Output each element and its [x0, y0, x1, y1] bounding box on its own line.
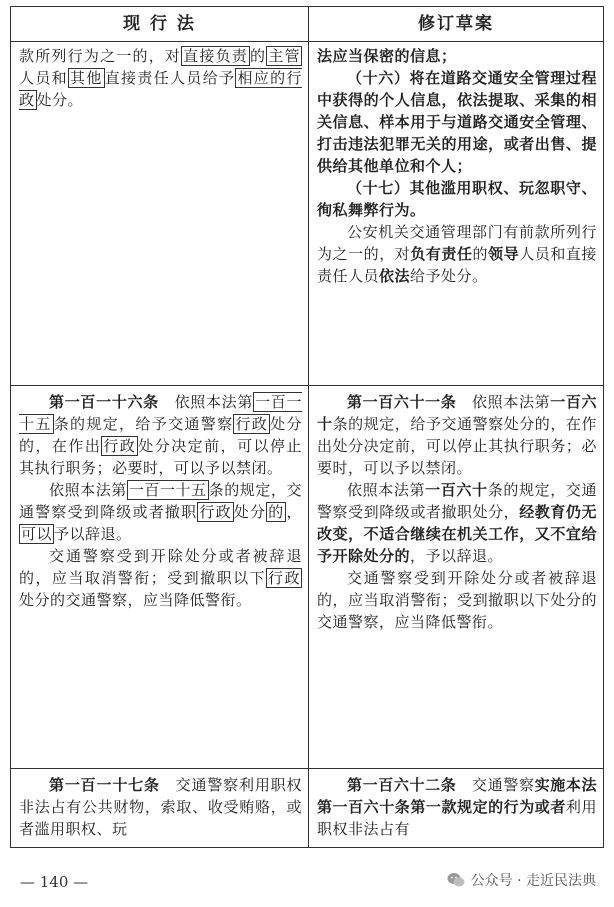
- comparison-table: [10, 6, 604, 848]
- modified-text: 相应的行政: [19, 69, 302, 109]
- paragraph: 依照本法第一百六十条的规定，交通警察受到降级或者撤职处分，经教育仍无改变，不适合继续在机关工作，又不宜给予开除处分的，予以辞退。: [317, 481, 597, 565]
- article-162: 第一百六十二条 交通警察实施本法第一百六十条第一款规定的行为或者利用职权非法占有: [317, 776, 597, 838]
- row1-revised-draft: [309, 43, 603, 385]
- article-title: 第一百六十一条: [347, 393, 457, 411]
- row2-revised-draft: [309, 389, 603, 767]
- paragraph: 交通警察受到开除处分或者被辞退的，应当取消警衔；受到撤职以下 行政处分的交通警察，应当降低警衔。: [19, 547, 302, 609]
- modified-text: 直接负责: [183, 47, 249, 65]
- watermark: [447, 870, 596, 890]
- paragraph: 法应当保密的信息；: [317, 47, 457, 65]
- paragraph: （十七）其他滥用职权、玩忽职守、徇私舞弊行为。: [317, 179, 597, 219]
- row3-current-law: [11, 772, 308, 847]
- page-number: — 140 —: [20, 873, 89, 891]
- article-161: 第一百六十一条 依照本法第一百六十条的规定，给予交通警察处分的，在作出处分决定前，可以停止其执行职务；必要时，可以予以禁闭。: [317, 393, 597, 477]
- row3-revised-draft: [309, 772, 603, 847]
- watermark-text: 公众号 · 走近民法典: [470, 873, 596, 889]
- article-title: 第一百六十二条: [347, 776, 457, 794]
- paragraph: 款所列行为之一的，对 直接负责 的 主管人员和 其他 直接责任人员给予 相应的行政 处分。: [19, 47, 302, 109]
- paragraph: 依照本法第 一百一十五 条的规定，交通警察受到降级或者撤职 行政 处分 的 ，可以 予以辞退。: [19, 481, 302, 543]
- wechat-icon: [447, 872, 465, 888]
- article-title: 第一百一十七条: [49, 776, 160, 794]
- paragraph: （十六）将在道路交通安全管理过程中获得的个人信息，依法提取、采集的相关信息、样本用于与道路交通安全管理、打击违法犯罪无关的用途，或者出售、提供给其他单位和个人；: [317, 69, 597, 175]
- modified-text: 其他: [70, 69, 103, 87]
- row-divider: [11, 385, 603, 386]
- paragraph: 公安机关交通管理部门有前款所列行为之一的，对负有责任的领导人员和直接责任人员依法给予处分。: [317, 223, 597, 285]
- article-title: 第一百一十六条: [49, 393, 159, 411]
- header-current-law: 现 行 法: [123, 14, 196, 34]
- article-117: 第一百一十七条 交通警察利用职权非法占有公共财物，索取、收受贿赂，或者滥用职权、玩: [19, 776, 302, 838]
- modified-text: 主管: [268, 47, 300, 65]
- header-divider: [11, 41, 603, 42]
- row-divider: [11, 768, 603, 769]
- header-revised-draft: 修订草案: [418, 14, 494, 34]
- row2-current-law: [11, 389, 308, 767]
- row1-current-law: [11, 43, 308, 385]
- paragraph: 交通警察受到开除处分或者被辞退的，应当取消警衔；受到撤职以下处分的交通警察，应当降低警衔。: [317, 569, 597, 631]
- article-116: 第一百一十六条 依照本法第 一百一十五 条的规定，给予交通警察 行政 处分的，在作出 行政 处分决定前，可以停止其执行职务；必要时，可以予以禁闭。: [19, 393, 302, 477]
